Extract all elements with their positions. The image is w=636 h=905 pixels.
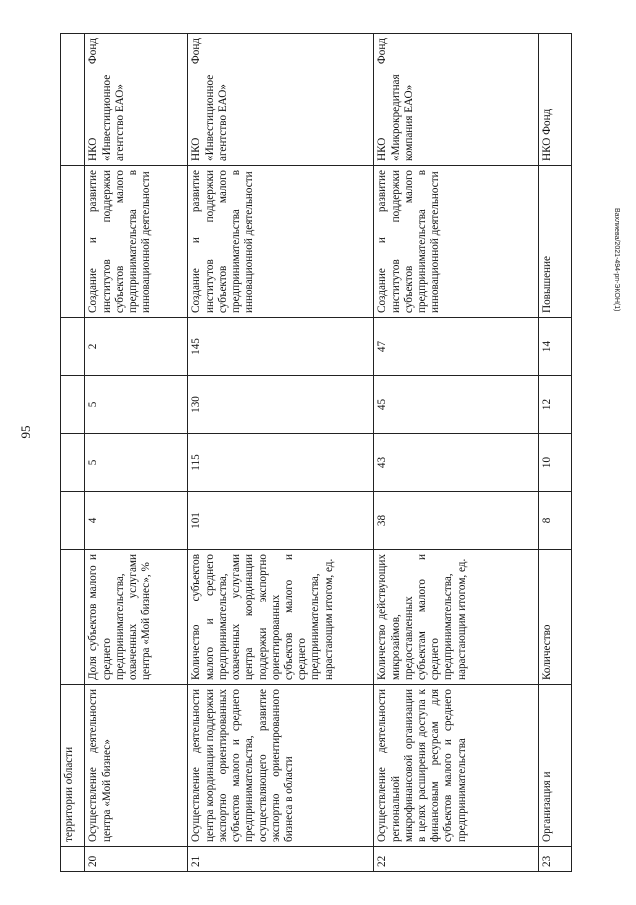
executor-cell: НКО Фонд «Инвестиционное агентство ЕАО» bbox=[85, 34, 188, 166]
value-cell: 8 bbox=[539, 492, 572, 550]
value-cell: 14 bbox=[539, 318, 572, 376]
activity-cell: Осуществление деятельности центра «Мой бизнес» bbox=[85, 685, 188, 847]
table-row bbox=[374, 34, 539, 872]
indicator-cell: Количество субъектов малого и среднего предпринимательства, охваченных услугами центра координации поддержки экспортно ориентированных субъектов малого и среднего предпринимательства, нарастающим итогом, ед. bbox=[188, 550, 374, 685]
indicator-cell: Количество bbox=[539, 550, 572, 685]
indicator-cell: Доля субъектов малого и среднего предпринимательства, охваченных услугами центра «Мой бизнес», % bbox=[85, 550, 188, 685]
task-cell: Повышение bbox=[539, 166, 572, 318]
value-cell: 47 bbox=[374, 318, 539, 376]
activity-cell: Осуществление деятельности центра координации поддержки экспортно ориентированных субъектов малого и среднего предпринимательства, осуществляющего развитие экспортно ориентированного бизнеса в области bbox=[188, 685, 374, 847]
value-cell: 5 bbox=[85, 376, 188, 434]
table-row bbox=[188, 34, 374, 872]
table-row bbox=[85, 34, 188, 872]
value-cell: 12 bbox=[539, 376, 572, 434]
executor-cell: НКО Фонд «Инвестиционное агентство ЕАО» bbox=[188, 34, 374, 166]
row-number: 23 bbox=[539, 847, 572, 872]
row-number: 20 bbox=[85, 847, 188, 872]
value-cell: 115 bbox=[188, 434, 374, 492]
value-cell: 10 bbox=[539, 434, 572, 492]
value-cell: 4 bbox=[85, 492, 188, 550]
table-row bbox=[61, 34, 85, 872]
value-cell: 5 bbox=[85, 434, 188, 492]
value-cell: 2 bbox=[85, 318, 188, 376]
value-cell: 43 bbox=[374, 434, 539, 492]
activity-cell: Осуществление деятельности региональной микрофинансовой организации в целях расширения доступа к финансовым ресурсам для субъектов малого и среднего предпринимательства bbox=[374, 685, 539, 847]
row-number: 21 bbox=[188, 847, 374, 872]
task-cell: Создание и развитие институтов поддержки субъектов малого предпринимательства в инновационной деятельности bbox=[85, 166, 188, 318]
value-cell: 145 bbox=[188, 318, 374, 376]
task-cell: Создание и развитие институтов поддержки субъектов малого предпринимательства в инновационной деятельности bbox=[188, 166, 374, 318]
row-number: 22 bbox=[374, 847, 539, 872]
value-cell: 38 bbox=[374, 492, 539, 550]
document-code: Вахлиева/2021-494-рп-ЭКОН(1) bbox=[613, 208, 620, 312]
table-row bbox=[539, 34, 572, 872]
executor-cell: НКО Фонд «Микрокредитная компания ЕАО» bbox=[374, 34, 539, 166]
indicator-cell: Количество действующих микрозаймов, предоставленных субъектам малого и среднего предпринимательства, нарастающим итогом, ед. bbox=[374, 550, 539, 685]
rotated-table-wrapper bbox=[60, 34, 572, 872]
executor-cell: НКО Фонд bbox=[539, 34, 572, 166]
value-cell: 130 bbox=[188, 376, 374, 434]
value-cell: 101 bbox=[188, 492, 374, 550]
program-table bbox=[60, 33, 572, 872]
territory-label: территории области bbox=[61, 685, 85, 847]
value-cell: 45 bbox=[374, 376, 539, 434]
task-cell: Создание и развитие институтов поддержки субъектов малого предпринимательства в инновационной деятельности bbox=[374, 166, 539, 318]
activity-cell: Организация и bbox=[539, 685, 572, 847]
page-number: 95 bbox=[18, 425, 33, 439]
